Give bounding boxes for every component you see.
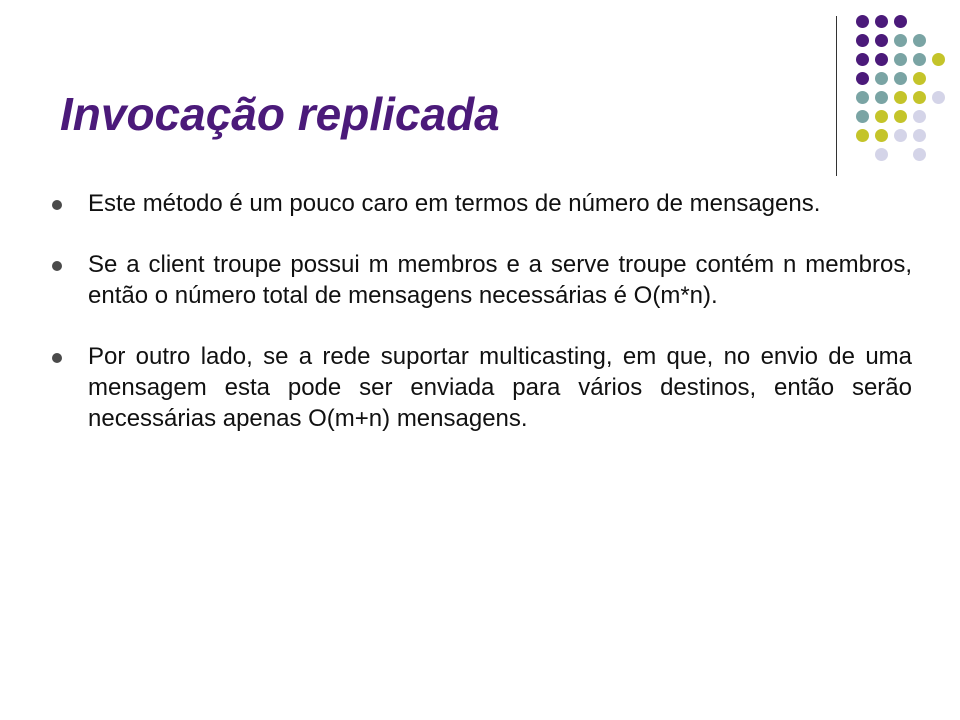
bullet-dot-icon	[52, 261, 62, 271]
decorative-dot-icon	[875, 91, 888, 104]
decorative-dot-icon	[913, 110, 926, 123]
decorative-dot-icon	[856, 110, 869, 123]
decorative-dot-icon	[894, 53, 907, 66]
bullet-text: Por outro lado, se a rede suportar multicasting, em que, no envio de uma mensagem esta pode ser enviada para vários destinos, então serão necessárias apenas O(m+n) mensagens.	[88, 343, 912, 432]
decorative-dot-icon	[894, 15, 907, 28]
decorative-dot-icon	[856, 34, 869, 47]
decorative-dot-icon	[856, 91, 869, 104]
decorative-dot-icon	[913, 53, 926, 66]
decorative-dot-icon	[894, 34, 907, 47]
bullet-text: Se a client troupe possui m membros e a serve troupe contém n membros, então o número total de mensagens necessárias é O(m*n).	[88, 251, 912, 309]
decorative-dot-icon	[856, 53, 869, 66]
decorative-dot-icon	[875, 110, 888, 123]
bullet-item	[50, 188, 912, 219]
decorative-dot-icon	[913, 91, 926, 104]
decorative-dot-icon	[913, 72, 926, 85]
decorative-dot-icon	[875, 129, 888, 142]
bullet-item	[50, 249, 912, 311]
decorative-dot-icon	[875, 15, 888, 28]
bullet-list	[50, 188, 912, 464]
decorative-dot-icon	[894, 110, 907, 123]
decorative-dot-icon	[856, 129, 869, 142]
bullet-dot-icon	[52, 200, 62, 210]
decorative-dot-icon	[913, 129, 926, 142]
vertical-divider	[836, 16, 837, 176]
bullet-item	[50, 341, 912, 434]
decorative-dot-icon	[875, 34, 888, 47]
bullet-dot-icon	[52, 353, 62, 363]
bullet-text: Este método é um pouco caro em termos de número de mensagens.	[88, 190, 821, 217]
decorative-dot-icon	[875, 148, 888, 161]
decorative-dot-icon	[932, 91, 945, 104]
decorative-dot-icon	[932, 53, 945, 66]
decorative-dot-icon	[894, 72, 907, 85]
decorative-dot-icon	[875, 72, 888, 85]
slide-title: Invocação replicada	[60, 88, 500, 140]
decorative-dot-icon	[856, 72, 869, 85]
decorative-dot-icon	[894, 91, 907, 104]
decorative-dot-icon	[856, 15, 869, 28]
decorative-dot-icon	[913, 34, 926, 47]
decorative-dot-icon	[875, 53, 888, 66]
decorative-dot-icon	[913, 148, 926, 161]
decorative-dot-icon	[894, 129, 907, 142]
